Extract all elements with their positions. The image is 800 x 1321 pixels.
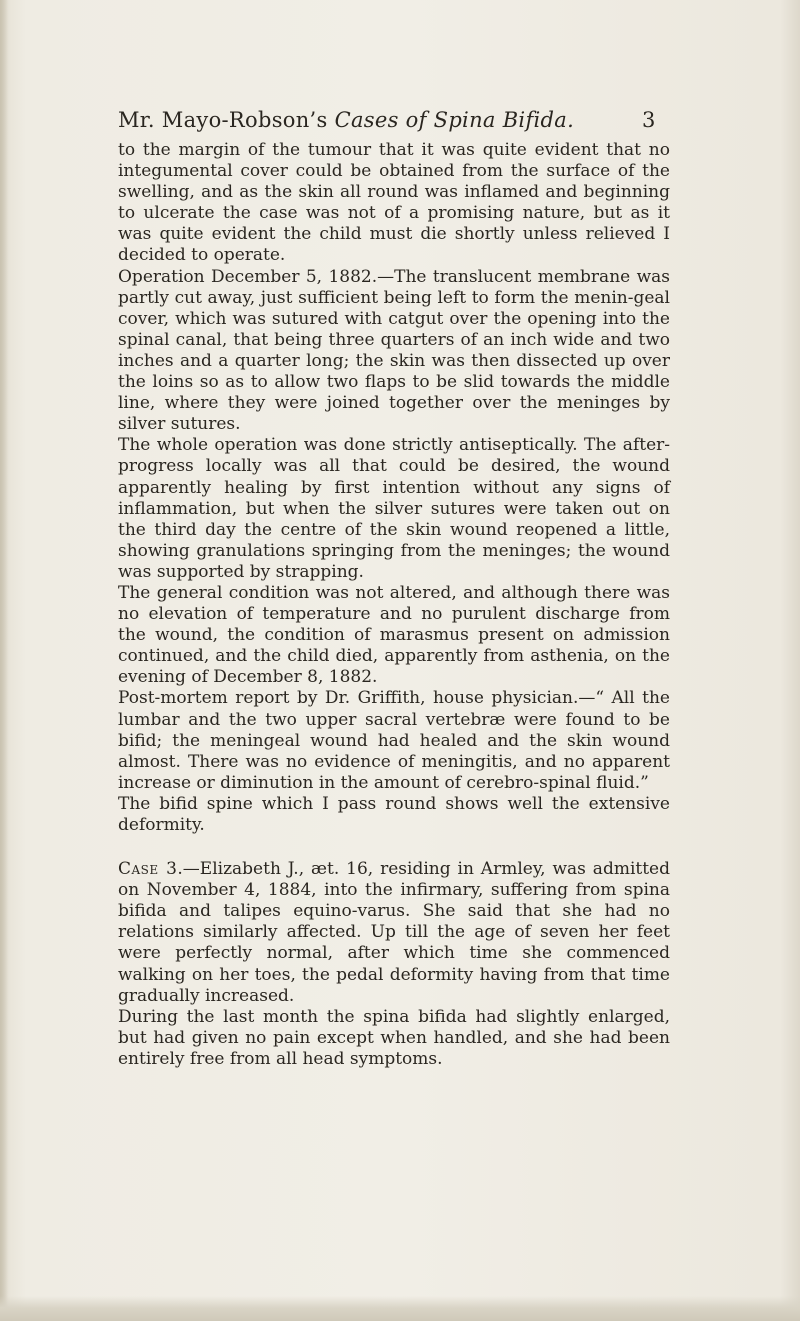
page-header — [0, 104, 800, 138]
paragraph-1: to the margin of the tumour that it was quite evident that no integumental cover could be obtained from the surface of the swelling, and as the skin all round was inflamed and beginning to ulcerate the case was not of a promising nature, but as it was quite evident the child must die shortly unless relieved I decided to operate. — [118, 140, 670, 266]
paragraph-5: Post-mortem report by Dr. Griffith, house physician.—“ All the lumbar and the two upper sacral vertebræ were found to be bifid; the meningeal wound had healed and the skin wound almost. There was no evidence of meningitis, and no apparent increase or diminution in the amount of cerebro-spinal fluid.” — [118, 688, 670, 793]
final-paragraph: During the last month the spina bifida had slightly enlarged, but had given no pain except when handled, and she had been entirely free from all head symptoms. — [118, 1006, 670, 1069]
body-text — [118, 140, 670, 1070]
page-number: 3 — [642, 108, 656, 132]
paragraph-3: The whole operation was done strictly antiseptically. The after-progress locally was all that could be desired, the wound apparently healing by first intention without any signs of inflammation, but when the silver sutures were taken out on the third day the centre of the skin wound reopened a little, showing granulations springing from the meninges; the wound was supported by strapping. — [118, 435, 670, 582]
running-head-prefix: Mr. Mayo-Robson’s — [118, 108, 328, 132]
case-text: .—Elizabeth J., æt. 16, residing in Armley, was admitted on November 4, 1884, into the infirmary, suffering from spina bifida and talipes equino-varus. She said that she had no relations similarly affected. Up till the age of seven her feet were perfectly normal, after which time she commenced walking on her toes, the pedal deformity having from that time gradually increased. — [118, 859, 670, 1006]
running-head — [118, 108, 574, 132]
running-head-title: Cases of Spina Bifida. — [334, 108, 575, 132]
binding-shadow — [0, 0, 8, 1321]
paragraph-4: The general condition was not altered, and although there was no elevation of temperature and no purulent discharge from the wound, the condition of marasmus present on admission continued, and the child died, apparently from asthenia, on the evening of December 8, 1882. — [118, 582, 670, 688]
page-bottom-edge — [0, 1296, 800, 1321]
case-paragraph — [118, 859, 670, 1007]
case-label: Case 3 — [118, 859, 178, 880]
paragraph-6: The bifid spine which I pass round shows well the extensive deformity. — [118, 793, 670, 835]
paragraph-2: Operation December 5, 1882.—The translucent membrane was partly cut away, just sufficient being left to form the menin-geal cover, which was sutured with catgut over the opening into the spinal canal, that being three quarters of an inch wide and two inches and a quarter long; the skin was then dissected up over the loins so as to allow two flaps to be slid towards the middle line, where they were joined together over the meninges by silver sutures. — [118, 266, 670, 435]
